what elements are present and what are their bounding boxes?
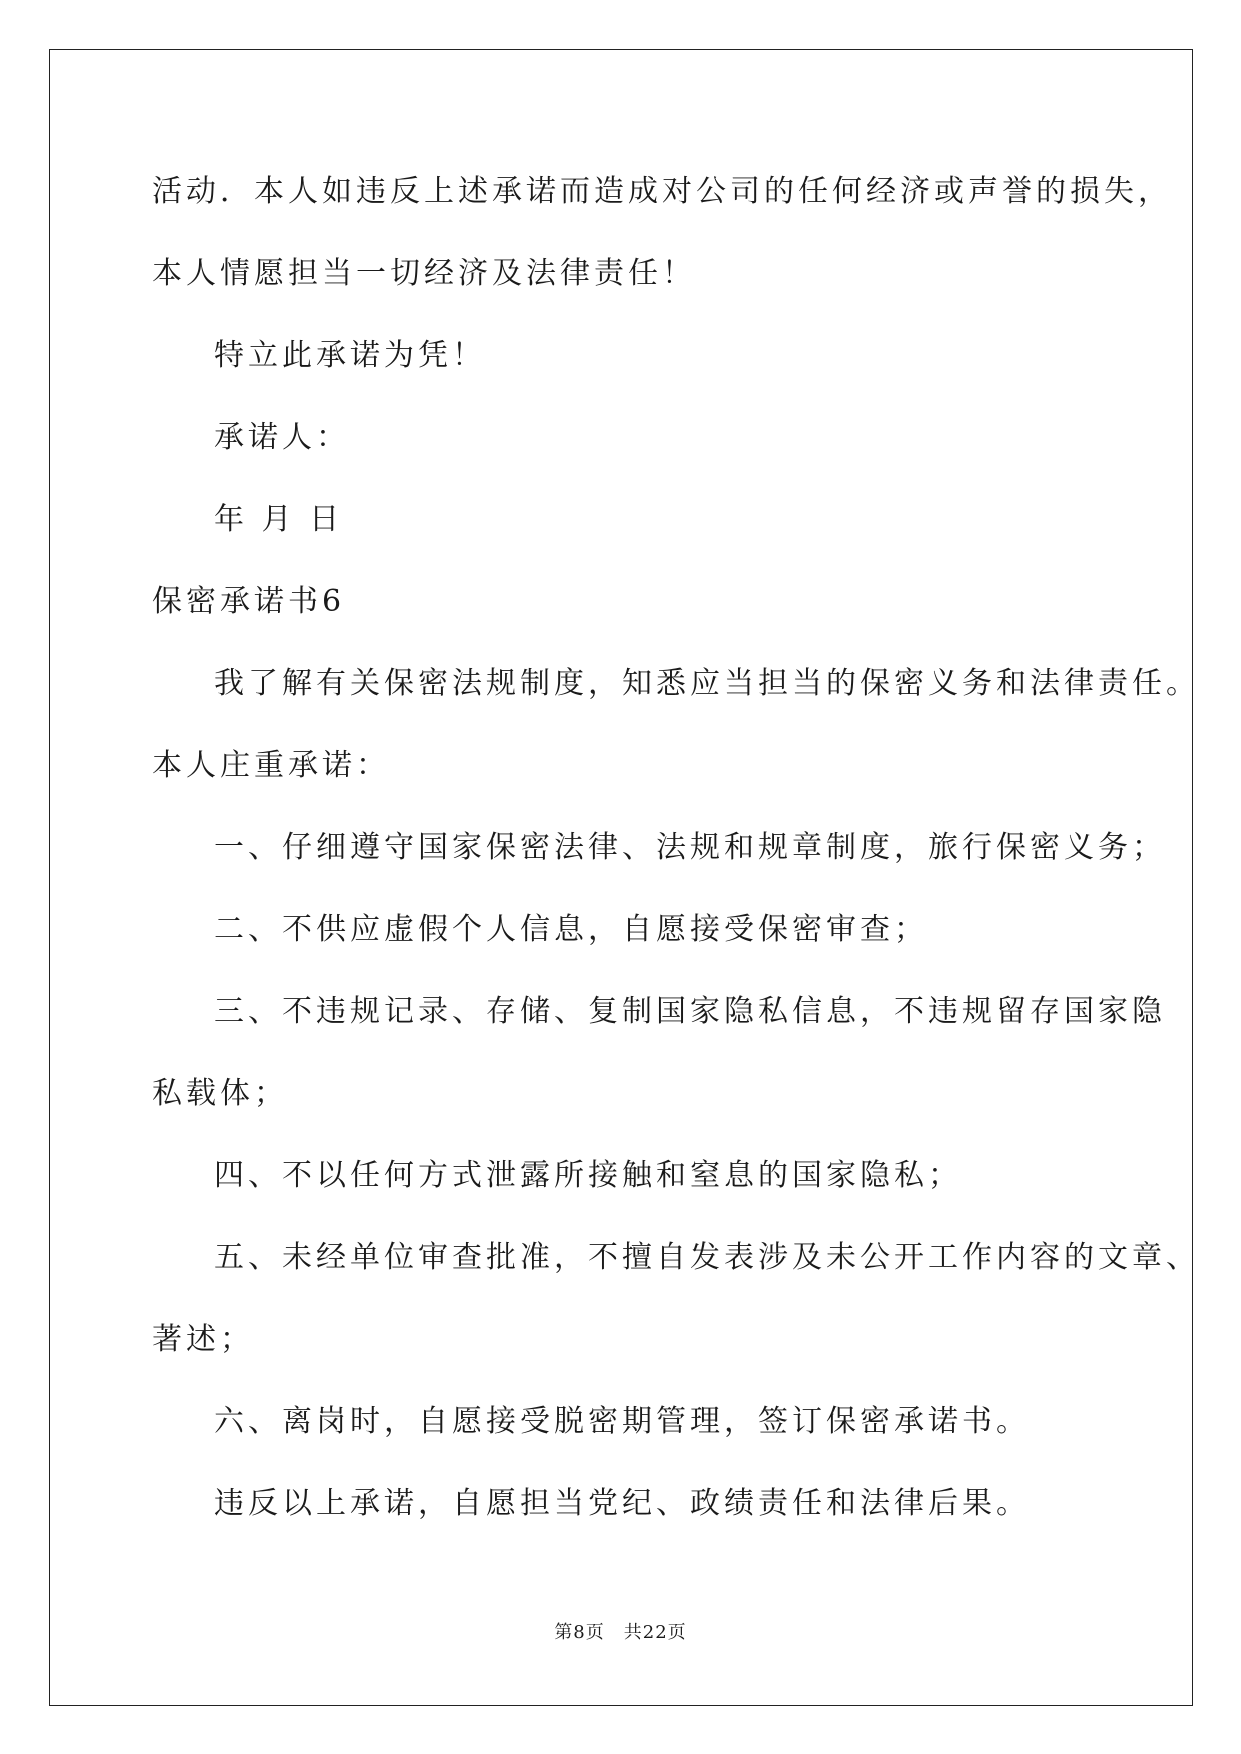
- paragraph-line: 本人情愿担当一切经济及法律责任！: [152, 256, 696, 291]
- section-heading: 保密承诺书6: [152, 584, 346, 619]
- date-line: 年 月 日: [214, 502, 344, 537]
- list-item-continuation: 著述；: [152, 1322, 254, 1357]
- list-item: 三、不违规记录、存储、复制国家隐私信息，不违规留存国家隐: [214, 994, 1166, 1029]
- list-item: 六、离岗时，自愿接受脱密期管理，签订保密承诺书。: [214, 1404, 1030, 1439]
- list-item: 四、不以任何方式泄露所接触和窒息的国家隐私；: [214, 1158, 962, 1193]
- list-item: 一、仔细遵守国家保密法律、法规和规章制度，旅行保密义务；: [214, 830, 1166, 865]
- paragraph-line: 我了解有关保密法规制度，知悉应当担当的保密义务和法律责任。: [214, 666, 1200, 701]
- list-item: 五、未经单位审查批准，不擅自发表涉及未公开工作内容的文章、: [214, 1240, 1200, 1275]
- page-number: 第8页 共22页: [554, 1622, 687, 1643]
- signatory-label: 承诺人：: [214, 420, 350, 455]
- list-item: 二、不供应虚假个人信息，自愿接受保密审查；: [214, 912, 928, 947]
- list-item-continuation: 私载体；: [152, 1076, 288, 1111]
- paragraph-line: 本人庄重承诺：: [152, 748, 390, 783]
- paragraph-line: 特立此承诺为凭！: [214, 338, 486, 373]
- paragraph-line: 活动．本人如违反上述承诺而造成对公司的任何经济或声誉的损失，: [152, 174, 1172, 209]
- paragraph-line: 违反以上承诺，自愿担当党纪、政绩责任和法律后果。: [214, 1486, 1030, 1521]
- document-body: [152, 168, 1200, 1562]
